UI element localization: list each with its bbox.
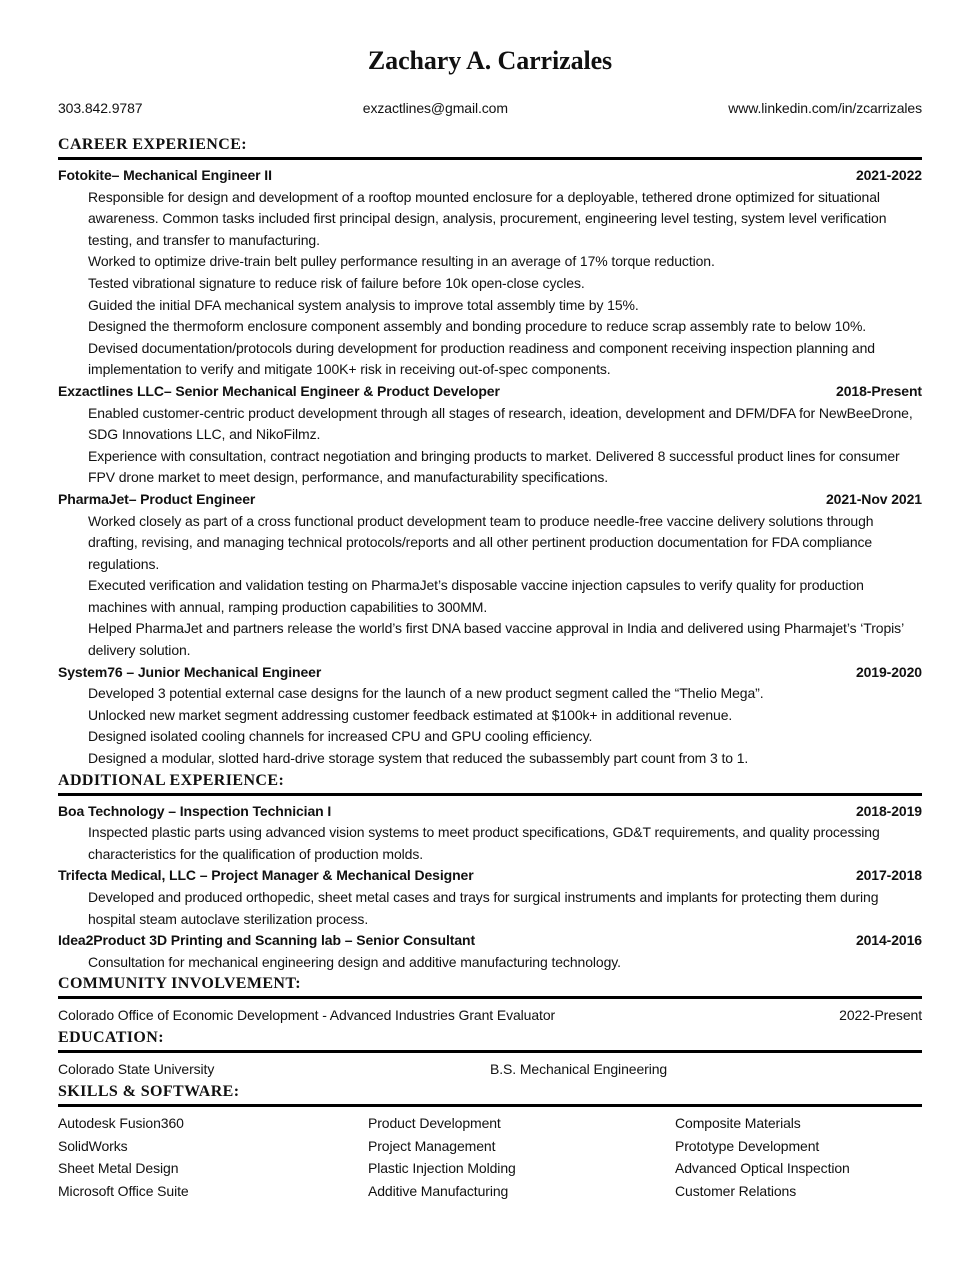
job-heading-row: [58, 165, 922, 187]
bullet-text: Developed and produced orthopedic, sheet metal cases and trays for surgical instruments and implants for protecting them during hospital steam autoclave sterilization process.: [88, 889, 879, 927]
skill-item: Plastic Injection Molding: [368, 1160, 516, 1177]
contact-row: [58, 100, 922, 116]
involvement-dates: 2022-Present: [839, 1007, 922, 1024]
section-heading: ADDITIONAL EXPERIENCE:: [58, 772, 922, 796]
skill-item: SolidWorks: [58, 1137, 128, 1154]
bullet-icon: [58, 251, 88, 273]
job-dates: 2019-2020: [855, 663, 922, 680]
section-heading: COMMUNITY INVOLVEMENT:: [58, 975, 922, 999]
job-title: Trifecta Medical, LLC – Project Manager & Mechanical Designer: [58, 867, 474, 884]
job-heading-row: [58, 801, 922, 823]
bullet-item: [58, 446, 922, 489]
involvement-row: [58, 1004, 922, 1026]
email-address: exzactlines@gmail.com: [362, 100, 508, 116]
job-dates: 2021-2022: [855, 167, 922, 183]
bullet-text: Developed 3 potential external case designs for the launch of a new product segment called the “Thelio Mega”.: [88, 685, 764, 702]
bullet-item: [58, 316, 922, 338]
bullet-item: [58, 952, 922, 974]
section-3: [58, 1029, 922, 1080]
bullet-text: Devised documentation/protocols during development for production readiness and component receiving inspection planning and implementation to verify and mitigate 100K+ risk in receiving out-of-spec components.: [88, 339, 875, 378]
bullet-icon: [58, 705, 88, 727]
job-title: System76 – Junior Mechanical Engineer: [58, 663, 322, 680]
job-heading-row: [58, 865, 922, 887]
section-heading: EDUCATION:: [58, 1029, 922, 1053]
job-title: Exzactlines LLC– Senior Mechanical Engineer & Product Developer: [58, 382, 500, 399]
bullet-icon: [58, 748, 88, 770]
bullet-icon: [58, 887, 88, 930]
bullet-text: Designed a modular, slotted hard-drive storage system that reduced the subassembly part count from 3 to 1.: [88, 750, 749, 767]
bullet-icon: [58, 575, 88, 618]
job-dates: 2018-2019: [855, 802, 922, 819]
bullet-icon: [58, 316, 88, 338]
skills-column-2: [675, 1112, 922, 1202]
bullet-item: [58, 511, 922, 576]
section-4: [58, 1083, 922, 1202]
section-heading: SKILLS & SOFTWARE:: [58, 1083, 922, 1107]
bullet-text: Worked to optimize drive-train belt pulley performance resulting in an average of 17% torque reduction.: [88, 253, 715, 270]
bullet-icon: [58, 403, 88, 446]
skills-column-1: [368, 1112, 675, 1202]
bullet-text: Responsible for design and development of a rooftop mounted enclosure for a deployable, tethered drone optimized for situational awareness. Common tasks included first principal design, analysis, procurement, engineering level testing, system level verification testing, and transfer to manufacturing.: [88, 188, 887, 248]
bullet-item: [58, 887, 922, 930]
person-name: Zachary A. Carrizales: [367, 46, 613, 75]
skill-item: Customer Relations: [675, 1182, 797, 1199]
bullet-item: [58, 251, 922, 273]
bullet-item: [58, 187, 922, 252]
bullet-text: Executed verification and validation testing on PharmaJet’s disposable vaccine injection capsules to verify quality for production machines with annual, ramping production capabilities to 300MM.: [88, 577, 864, 615]
bullet-icon: [58, 446, 88, 489]
bullet-item: [58, 683, 922, 705]
bullet-item: [58, 822, 922, 865]
bullet-text: Tested vibrational signature to reduce risk of failure before 10k open-close cycles.: [88, 274, 585, 291]
bullet-text: Designed the thermoform enclosure component assembly and bonding procedure to reduce scrap assembly rate to below 10%.: [88, 318, 867, 335]
skills-grid: [58, 1112, 922, 1202]
skill-item: Microsoft Office Suite: [58, 1182, 189, 1199]
job-heading-row: [58, 489, 922, 511]
bullet-item: [58, 618, 922, 661]
job-heading-row: [58, 381, 922, 403]
bullet-item: [58, 575, 922, 618]
job-heading-row: [58, 930, 922, 952]
job-dates: 2021-Nov 2021: [826, 490, 922, 507]
bullet-icon: [58, 511, 88, 576]
bullet-text: Experience with consultation, contract negotiation and bringing products to market. Delivered 8 successful product lines for consumer FPV drone market to meet design, performance, and manufacturability specifications.: [88, 447, 900, 486]
involvement-text: Colorado Office of Economic Development - Advanced Industries Grant Evaluator: [58, 1007, 556, 1024]
job-title: Fotokite– Mechanical Engineer II: [58, 167, 272, 183]
bullet-item: [58, 273, 922, 295]
bullet-text: Inspected plastic parts using advanced vision systems to meet product specifications, GD&T requirements, and quality processing characteristics for the qualification of production molds.: [88, 824, 880, 862]
skill-item: Product Development: [368, 1115, 501, 1132]
bullet-text: Enabled customer-centric product development through all stages of research, ideation, development and DFM/DFA for NewBeeDrone, SDG Innovations LLC, and NikoFilmz.: [88, 404, 913, 443]
bullet-icon: [58, 683, 88, 705]
bullet-item: [58, 748, 922, 770]
bullet-item: [58, 726, 922, 748]
sections: [58, 136, 922, 1202]
bullet-icon: [58, 273, 88, 295]
bullet-item: [58, 338, 922, 381]
education-row: [58, 1058, 922, 1080]
bullet-icon: [58, 822, 88, 865]
bullet-text: Worked closely as part of a cross functional product development team to produce needle-free vaccine delivery solutions through drafting, revising, and managing technical protocols/reports and all other pertinent production documentation for FDA compliance regulations.: [88, 512, 874, 572]
bullet-text: Guided the initial DFA mechanical system analysis to improve total assembly time by 15%.: [88, 296, 639, 313]
bullet-text: Unlocked new market segment addressing customer feedback estimated at $100k+ in additional revenue.: [88, 706, 733, 723]
section-2: [58, 975, 922, 1026]
bullet-item: [58, 295, 922, 317]
skill-item: Prototype Development: [675, 1137, 820, 1154]
skill-item: Autodesk Fusion360: [58, 1115, 184, 1132]
phone-number: 303.842.9787: [58, 100, 143, 116]
bullet-icon: [58, 338, 88, 381]
skill-item: Composite Materials: [675, 1115, 801, 1132]
skill-item: Additive Manufacturing: [368, 1182, 509, 1199]
education-school: Colorado State University: [58, 1061, 215, 1078]
linkedin-url: www.linkedin.com/in/zcarrizales: [728, 100, 922, 116]
bullet-item: [58, 403, 922, 446]
bullet-icon: [58, 295, 88, 317]
skill-item: Advanced Optical Inspection: [675, 1160, 850, 1177]
section-heading: CAREER EXPERIENCE:: [58, 136, 922, 160]
bullet-icon: [58, 187, 88, 252]
skills-column-0: [58, 1112, 368, 1202]
bullet-text: Designed isolated cooling channels for increased CPU and GPU cooling efficiency.: [88, 728, 593, 745]
bullet-text: Consultation for mechanical engineering design and additive manufacturing technology.: [88, 953, 621, 970]
section-0: [58, 136, 922, 770]
bullet-icon: [58, 618, 88, 661]
job-dates: 2017-2018: [855, 867, 922, 884]
job-dates: 2014-2016: [855, 932, 922, 949]
job-title: PharmaJet– Product Engineer: [58, 490, 256, 507]
skill-item: Sheet Metal Design: [58, 1160, 179, 1177]
job-heading-row: [58, 662, 922, 684]
bullet-icon: [58, 952, 88, 974]
bullet-item: [58, 705, 922, 727]
job-dates: 2018-Present: [836, 382, 922, 399]
bullet-text: Helped PharmaJet and partners release the world’s first DNA based vaccine approval in India and delivered using Pharmajet’s ‘Tropis’ delivery solution.: [88, 620, 904, 659]
education-degree: B.S. Mechanical Engineering: [490, 1061, 668, 1078]
skill-item: Project Management: [368, 1137, 496, 1154]
bullet-icon: [58, 726, 88, 748]
section-1: [58, 772, 922, 974]
job-title: Boa Technology – Inspection Technician I: [58, 802, 332, 819]
job-title: Idea2Product 3D Printing and Scanning lab – Senior Consultant: [58, 932, 476, 949]
